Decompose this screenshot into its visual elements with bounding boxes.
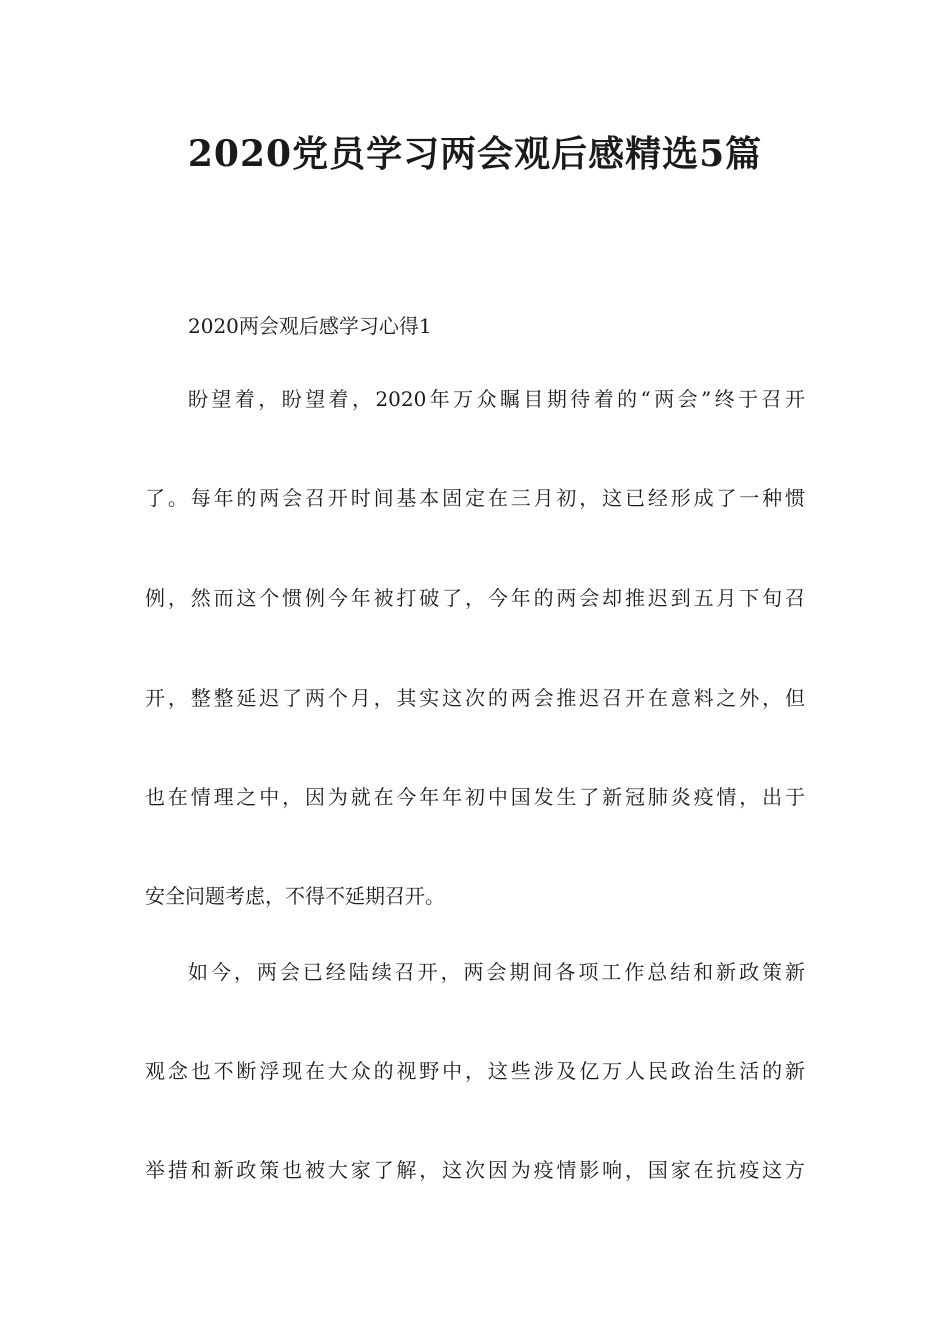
paragraph-2-line-2: 观念也不断浮现在大众的视野中，这些涉及亿万人民政治生活的新 <box>145 1059 805 1083</box>
document-title: 2020党员学习两会观后感精选5篇 <box>187 133 763 175</box>
paragraph-1-line-2: 了。每年的两会召开时间基本固定在三月初，这已经形成了一种惯 <box>145 486 805 510</box>
paragraph-1-line-5: 也在情理之中，因为就在今年年初中国发生了新冠肺炎疫情，出于 <box>145 785 805 809</box>
paragraph-1-line-4: 开，整整延迟了两个月，其实这次的两会推迟召开在意料之外，但 <box>145 686 805 710</box>
paragraph-1-line-6: 安全问题考虑，不得不延期召开。 <box>145 884 445 908</box>
section-heading: 2020两会观后感学习心得1 <box>188 314 432 338</box>
paragraph-1-line-1: 盼望着，盼望着，2020年万众瞩目期待着的“两会”终于召开 <box>188 387 805 411</box>
paragraph-2-line-1: 如今，两会已经陆续召开，两会期间各项工作总结和新政策新 <box>188 960 805 984</box>
paragraph-2-line-3: 举措和新政策也被大家了解，这次因为疫情影响，国家在抗疫这方 <box>145 1158 805 1182</box>
paragraph-1-line-3: 例，然而这个惯例今年被打破了，今年的两会却推迟到五月下旬召 <box>145 586 805 610</box>
